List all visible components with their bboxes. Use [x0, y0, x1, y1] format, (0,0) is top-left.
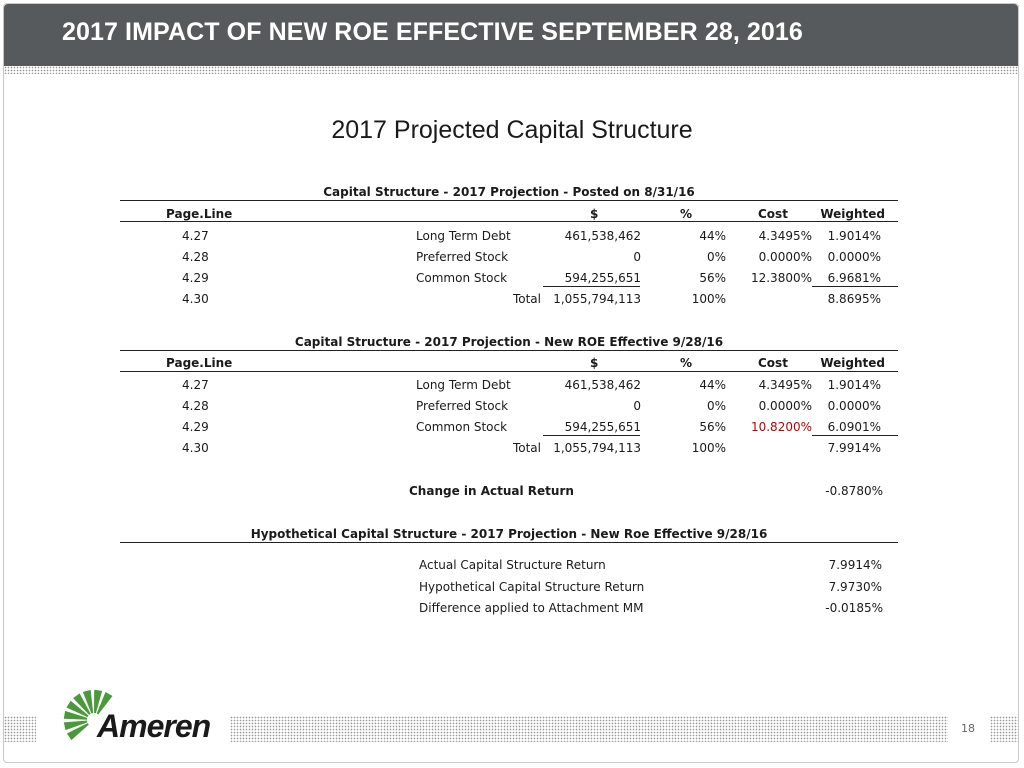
hypothetical-row1-label: Actual Capital Structure Return: [419, 558, 606, 572]
table1-row2-line: 4.28: [182, 250, 209, 264]
hypothetical-row2-value: 7.9730%: [828, 580, 882, 594]
table2-row3-cost-highlight: 10.8200%: [750, 420, 812, 434]
table1-row1-weighted: 1.9014%: [827, 229, 881, 243]
table1-row3-line: 4.29: [182, 271, 209, 285]
table1-row3-weighted: 6.9681%: [827, 271, 881, 285]
hypothetical-row1-value: 7.9914%: [828, 558, 882, 572]
table2-row2-weighted: 0.0000%: [827, 399, 881, 413]
table1-row1-line: 4.27: [182, 229, 209, 243]
table2-header-dollars: $: [590, 356, 599, 370]
table2-amount-subtotal-rule: [543, 435, 640, 436]
change-value: -0.8780%: [825, 484, 883, 498]
table1-total-amount: 1,055,794,113: [553, 292, 641, 306]
hypothetical-row2-label: Hypothetical Capital Structure Return: [419, 580, 645, 594]
table1-row3-amount: 594,255,651: [564, 271, 641, 285]
table1-row2-label: Preferred Stock: [416, 250, 509, 264]
table1-title: Capital Structure - 2017 Projection - Posted on 8/31/16: [323, 185, 695, 199]
table1-weighted-subtotal-rule: [812, 286, 898, 287]
table1-row1-label: Long Term Debt: [416, 229, 511, 243]
table2-total-amount: 1,055,794,113: [553, 441, 641, 455]
footer-dot-band-right: [230, 716, 948, 742]
table2-row1-line: 4.27: [182, 378, 209, 392]
footer-dot-band-left: [4, 716, 36, 742]
table2-row2-cost: 0.0000%: [758, 399, 812, 413]
table1-top-rule: [120, 200, 898, 201]
footer-dot-band-end: [990, 716, 1018, 742]
table2-row3-amount: 594,255,651: [564, 420, 641, 434]
table2-row2-pct: 0%: [706, 399, 726, 413]
table2-row3-pct: 56%: [699, 420, 726, 434]
ameren-logo-text: Ameren: [97, 708, 211, 744]
table2-row1-amount: 461,538,462: [564, 378, 641, 392]
table2-row2-amount: 0: [633, 399, 641, 413]
table1-total-line: 4.30: [182, 292, 209, 306]
table2-total-weighted: 7.9914%: [827, 441, 881, 455]
table1-amount-subtotal-rule: [543, 286, 640, 287]
hypothetical-row3-label: Difference applied to Attachment MM: [419, 601, 644, 615]
table1-total-weighted: 8.8695%: [827, 292, 881, 306]
table2-row1-pct: 44%: [699, 378, 726, 392]
table2-total-label: Total: [512, 441, 541, 455]
hypothetical-rule: [120, 542, 898, 543]
header-dot-band: [4, 66, 1018, 74]
table2-header-rule: [120, 371, 898, 372]
table2-header-pageline: Page.Line: [166, 356, 233, 370]
table2-row3-weighted: 6.0901%: [827, 420, 881, 434]
table2-header-cost: Cost: [758, 356, 788, 370]
table1-header-cost: Cost: [758, 207, 788, 221]
table2-row2-line: 4.28: [182, 399, 209, 413]
table1-row1-cost: 4.3495%: [758, 229, 812, 243]
table2-title: Capital Structure - 2017 Projection - New ROE Effective 9/28/16: [294, 335, 724, 349]
slide-subtitle: 2017 Projected Capital Structure: [331, 116, 693, 144]
table1-total-pct: 100%: [691, 292, 726, 306]
table2-row3-label: Common Stock: [416, 420, 508, 434]
table1-row2-cost: 0.0000%: [758, 250, 812, 264]
table2-row1-cost: 4.3495%: [758, 378, 812, 392]
page-number: 18: [961, 722, 975, 735]
table1-row2-weighted: 0.0000%: [827, 250, 881, 264]
table2-row1-weighted: 1.9014%: [827, 378, 881, 392]
table1-row3-label: Common Stock: [416, 271, 508, 285]
hypothetical-row3-value: -0.0185%: [825, 601, 883, 615]
table1-header-weighted: Weighted: [820, 207, 885, 221]
table2-row2-label: Preferred Stock: [416, 399, 509, 413]
table1-row2-pct: 0%: [706, 250, 726, 264]
table1-row1-amount: 461,538,462: [564, 229, 641, 243]
table1-header-rule: [120, 221, 898, 222]
table1-total-label: Total: [512, 292, 541, 306]
table2-weighted-subtotal-rule: [812, 435, 898, 436]
table2-header-pct: %: [680, 356, 693, 370]
table1-row2-amount: 0: [633, 250, 641, 264]
table2-total-pct: 100%: [691, 441, 726, 455]
table1-row3-cost: 12.3800%: [750, 271, 812, 285]
table1-header-pct: %: [680, 207, 693, 221]
table2-row1-label: Long Term Debt: [416, 378, 511, 392]
table1-header-dollars: $: [590, 207, 599, 221]
table1-row3-pct: 56%: [699, 271, 726, 285]
table1-header-pageline: Page.Line: [166, 207, 233, 221]
table2-row3-line: 4.29: [182, 420, 209, 434]
hypothetical-title: Hypothetical Capital Structure - 2017 Projection - New Roe Effective 9/28/16: [250, 527, 768, 541]
table2-header-weighted: Weighted: [820, 356, 885, 370]
table2-total-line: 4.30: [182, 441, 209, 455]
change-label: Change in Actual Return: [409, 484, 574, 498]
table2-top-rule: [120, 350, 898, 351]
table1-row1-pct: 44%: [699, 229, 726, 243]
slide-title: 2017 IMPACT OF NEW ROE EFFECTIVE SEPTEMBER 28, 2016: [62, 18, 803, 46]
